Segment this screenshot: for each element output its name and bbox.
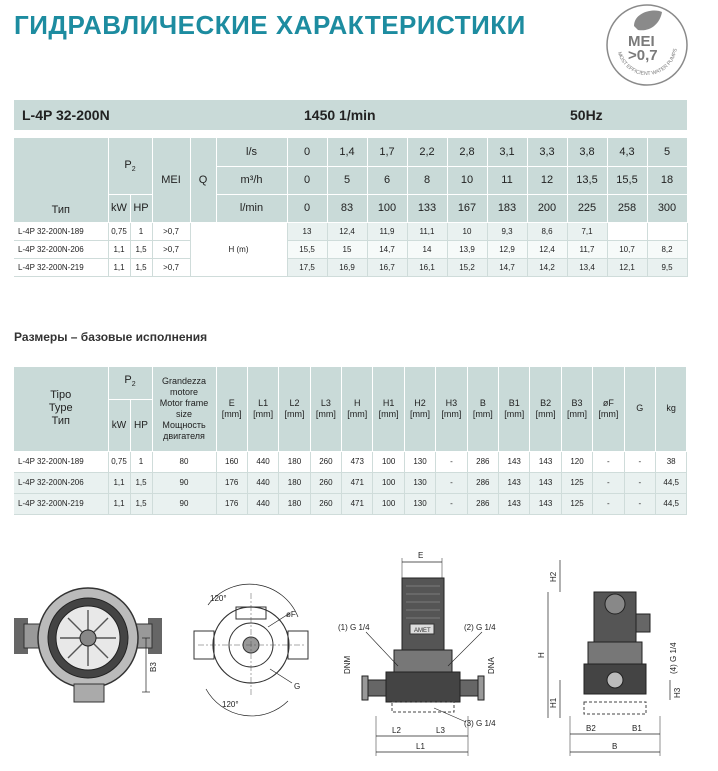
dimensions-table <box>14 367 687 515</box>
dim-dnm-label: DNM <box>343 655 352 674</box>
q-m3h: 6 <box>367 166 407 194</box>
mei-badge-main: MEI <box>628 33 655 50</box>
dim-b3-label: B3 <box>149 662 158 672</box>
col-mei: MEI <box>152 138 190 222</box>
col-dim: B2 [mm] <box>530 367 561 451</box>
q-ls: 1,4 <box>327 138 367 166</box>
q-ls: 5 <box>647 138 687 166</box>
col-dim: G <box>624 367 655 451</box>
table-row: L-4P 32-200N-206 1,1 1,5 90 176 440 180 260 471 100 130 - 286 143 143 125 - - 44,5 <box>14 472 687 493</box>
dim-l3-label: L3 <box>436 726 445 735</box>
dim-l2-label: L2 <box>392 726 401 735</box>
page-title: ГИДРАВЛИЧЕСКИЕ ХАРАКТЕРИСТИКИ <box>14 10 526 40</box>
q-lmin: 133 <box>407 194 447 222</box>
q-m3h: 13,5 <box>567 166 607 194</box>
q-lmin: 167 <box>447 194 487 222</box>
col-dim: H3 [mm] <box>436 367 467 451</box>
unit-ls: l/s <box>216 138 287 166</box>
q-lmin: 300 <box>647 194 687 222</box>
col-dim: L2 [mm] <box>279 367 310 451</box>
col-hp: HP <box>130 194 152 222</box>
pump-side-view-drawing <box>336 548 520 764</box>
col-dim: H2 [mm] <box>404 367 435 451</box>
h-unit: H (m) <box>190 222 287 276</box>
dim-b1-label: B1 <box>632 724 642 733</box>
dim-g-label: G <box>294 682 301 691</box>
leaf-icon <box>634 11 662 31</box>
flange-angle-drawing <box>188 585 318 710</box>
model-band <box>14 100 687 130</box>
mei-badge-value: >0,7 <box>628 47 658 64</box>
q-m3h: 15,5 <box>607 166 647 194</box>
mei-badge <box>604 2 690 88</box>
dimensions-title: Размеры – базовые исполнения <box>14 330 208 344</box>
table-row: L-4P 32-200N-219 1,1 1,5 90 176 440 180 260 471 100 130 - 286 143 143 125 - - 44,5 <box>14 493 687 514</box>
q-ls: 2,2 <box>407 138 447 166</box>
port-3-label: (3) G 1/4 <box>464 719 496 728</box>
q-lmin: 0 <box>287 194 327 222</box>
unit-lmin: l/min <box>216 194 287 222</box>
col-dim: øF [mm] <box>593 367 624 451</box>
dim-h2-label: H2 <box>549 571 558 582</box>
dim-e-label: E <box>418 551 424 560</box>
col-dim: E [mm] <box>216 367 247 451</box>
col-type: Tipo Type Тип <box>14 367 108 451</box>
band-speed: 1450 1/min <box>304 107 376 123</box>
port-4-label: (4) G 1/4 <box>669 642 678 674</box>
col-dim: L3 [mm] <box>310 367 341 451</box>
q-m3h: 0 <box>287 166 327 194</box>
q-m3h: 11 <box>487 166 527 194</box>
table-row: L-4P 32-200N-189 0,75 1 80 160 440 180 260 473 100 130 - 286 143 143 120 - - 38 <box>14 451 687 472</box>
q-ls: 3,1 <box>487 138 527 166</box>
band-model: L-4P 32-200N <box>22 107 110 123</box>
hydraulic-table <box>14 138 688 277</box>
motor-nameplate: AMET <box>414 628 431 634</box>
col-dim: H [mm] <box>342 367 373 451</box>
q-lmin: 83 <box>327 194 367 222</box>
mei-badge-ring-text: MOST EFFICIENT WATER PUMPS <box>615 48 679 78</box>
q-m3h: 18 <box>647 166 687 194</box>
dim-b-label: B <box>612 742 618 751</box>
q-ls: 1,7 <box>367 138 407 166</box>
q-lmin: 225 <box>567 194 607 222</box>
col-dim: L1 [mm] <box>247 367 278 451</box>
q-lmin: 100 <box>367 194 407 222</box>
q-m3h: 10 <box>447 166 487 194</box>
col-hp: HP <box>130 399 152 451</box>
q-ls: 3,8 <box>567 138 607 166</box>
dim-l1-label: L1 <box>416 742 425 751</box>
q-lmin: 183 <box>487 194 527 222</box>
col-p2: $P_2$ <box>108 138 152 194</box>
col-dim: H1 [mm] <box>373 367 404 451</box>
col-type: Тип <box>14 138 108 222</box>
dim-h3-label: H3 <box>673 687 682 698</box>
q-ls: 2,8 <box>447 138 487 166</box>
col-dim: kg <box>655 367 686 451</box>
q-m3h: 12 <box>527 166 567 194</box>
port-2-label: (2) G 1/4 <box>464 623 496 632</box>
unit-m3h: m³/h <box>216 166 287 194</box>
dim-h-label: H <box>537 652 546 658</box>
dim-h1-label: H1 <box>549 697 558 708</box>
q-lmin: 200 <box>527 194 567 222</box>
q-m3h: 5 <box>327 166 367 194</box>
q-ls: 4,3 <box>607 138 647 166</box>
col-kw: kW <box>108 194 130 222</box>
table-row: L-4P 32-200N-189 0,75 1 >0,7 H (m) 13 12,4 11,9 11,1 10 9,3 8,6 7,1 <box>14 222 687 240</box>
angle-top-label: 120° <box>210 594 227 603</box>
col-p2: $P_2$ <box>108 367 152 399</box>
col-dim: B3 [mm] <box>561 367 592 451</box>
col-q: Q <box>190 138 216 222</box>
q-ls: 3,3 <box>527 138 567 166</box>
pump-front-view-drawing <box>14 580 174 710</box>
pump-end-view-drawing <box>537 548 700 764</box>
port-1-label: (1) G 1/4 <box>338 623 370 632</box>
col-motor-size: Grandezza motore Motor frame size Мощность двигателя <box>152 367 216 451</box>
band-frequency: 50Hz <box>570 107 603 123</box>
col-kw: kW <box>108 399 130 451</box>
col-dim: B1 [mm] <box>499 367 530 451</box>
table-row: L-4P 32-200N-206 1,1 1,5 >0,7 15,5 15 14,7 14 13,9 12,9 12,4 11,7 10,7 8,2 <box>14 240 687 258</box>
dim-f-label: øF <box>286 610 296 619</box>
dim-b2-label: B2 <box>586 724 596 733</box>
angle-bottom-label: 120° <box>222 700 239 709</box>
q-ls: 0 <box>287 138 327 166</box>
q-lmin: 258 <box>607 194 647 222</box>
q-m3h: 8 <box>407 166 447 194</box>
dim-dna-label: DNA <box>487 657 496 674</box>
table-row: L-4P 32-200N-219 1,1 1,5 >0,7 17,5 16,9 16,7 16,1 15,2 14,7 14,2 13,4 12,1 9,5 <box>14 258 687 276</box>
col-dim: B [mm] <box>467 367 498 451</box>
